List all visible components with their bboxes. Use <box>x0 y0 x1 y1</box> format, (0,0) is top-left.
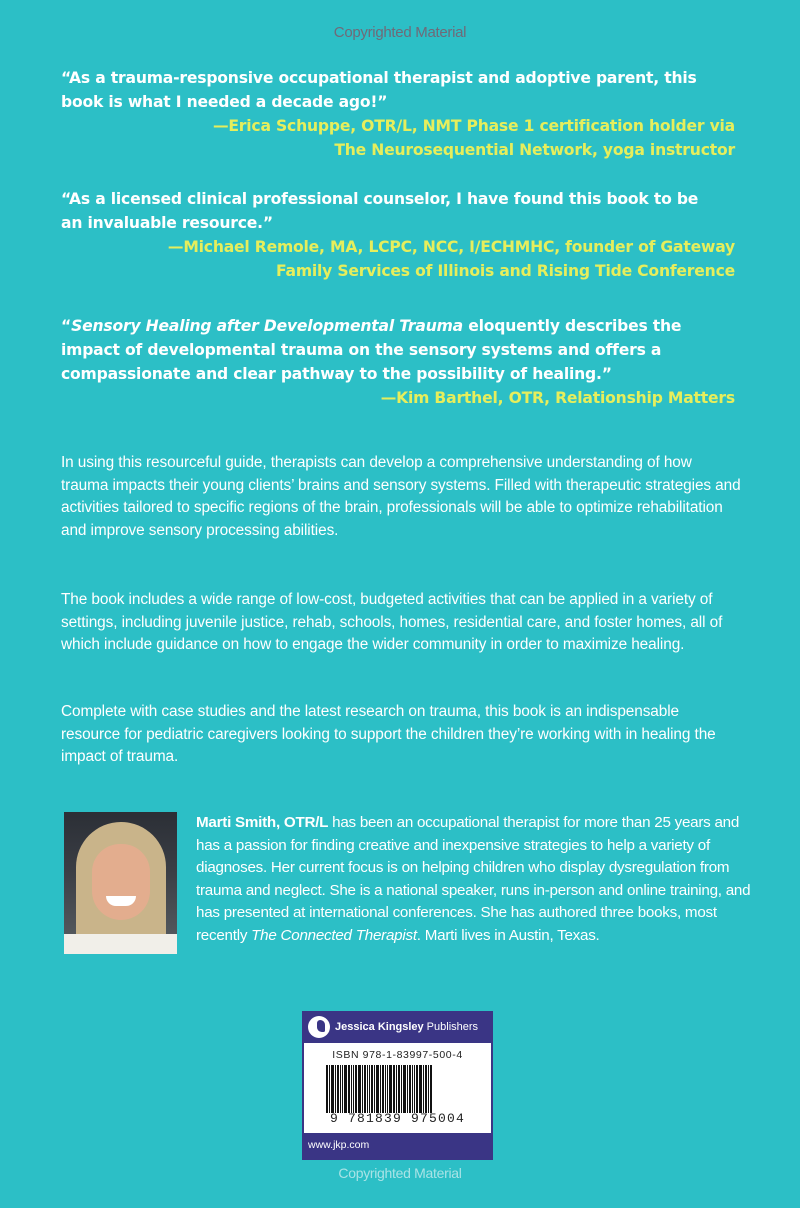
endorsement-quote-line: impact of developmental trauma on the sensory systems and offers a <box>61 341 662 359</box>
endorsement-quote-line <box>61 314 741 338</box>
endorsement-attribution-line: —Michael Remole, MA, LCPC, NCC, I/ECHMHC, founder of Gateway <box>167 238 735 256</box>
endorsement-quote-line: book is what I needed a decade ago!” <box>61 93 388 111</box>
endorsement-quote-line: an invaluable resource.” <box>61 214 273 232</box>
bio-book-title: The Connected Therapist <box>251 926 417 944</box>
author-bio <box>196 812 756 948</box>
endorsement-2 <box>61 187 741 283</box>
description-paragraph-3: Complete with case studies and the latest research on trauma, this book is an indispensable resource for pediatric caregivers looking to support the children they’re working with in healing the impact of trauma. <box>61 703 716 765</box>
publisher-header <box>302 1011 493 1042</box>
publisher-name-rest: Publishers <box>426 1020 479 1033</box>
isbn-label: ISBN 978-1-83997-500-4 <box>332 1049 463 1061</box>
barcode-area <box>304 1043 491 1133</box>
photo-face <box>92 844 150 920</box>
publisher-name-bold: Jessica Kingsley <box>335 1020 424 1033</box>
copyright-watermark-bottom: Copyrighted Material <box>338 1165 462 1181</box>
endorsement-1 <box>61 66 741 162</box>
endorsement-quote-line: “As a trauma-responsive occupational therapist and adoptive parent, this <box>61 69 697 87</box>
ean-digits: 9 781839 975004 <box>329 1111 466 1126</box>
endorsement-quote-line: “As a licensed clinical professional counselor, I have found this book to be <box>61 190 699 208</box>
author-photo <box>64 812 177 954</box>
endorsement-attribution-line: The Neurosequential Network, yoga instructor <box>334 141 735 159</box>
copyright-watermark-top: Copyrighted Material <box>333 24 467 41</box>
publisher-logo-icon <box>308 1016 330 1038</box>
endorsement-attribution-line: —Erica Schuppe, OTR/L, NMT Phase 1 certification holder via <box>212 117 735 135</box>
author-name: Marti Smith, OTR/L <box>196 814 329 831</box>
publisher-website: www.jkp.com <box>308 1139 370 1151</box>
barcode-bars <box>326 1065 476 1113</box>
bio-text: has been an occupational therapist for more than 25 years and has a passion for finding creative and inexpensive strategies to help a variety of diagnoses. Her current focus is on helping children who display dysregulation from trauma and neglect. She is a national speaker, runs in-person and online training, and has presented at international conferences. She has authored three books, most recently <box>196 814 751 944</box>
endorsement-3 <box>61 314 741 410</box>
bio-text-end: . Marti lives in Austin, Texas. <box>416 926 600 944</box>
photo-shoulders <box>64 934 177 954</box>
barcode-box <box>302 1011 493 1160</box>
description-paragraph-2: The book includes a wide range of low-cost, budgeted activities that can be applied in a variety of settings, including juvenile justice, rehab, schools, homes, residential care, and foster homes, all of which include guidance on how to engage the wider community in order to maximize healing. <box>61 591 723 653</box>
quote-open-mark: “ <box>61 317 72 335</box>
book-title-italic: Sensory Healing after Developmental Trauma <box>71 317 464 335</box>
description-paragraph-1: In using this resourceful guide, therapists can develop a comprehensive understanding of how trauma impacts their young clients’ brains and sensory systems. Filled with therapeutic strategies and activities tailored to specific regions of the brain, professionals will be able to optimize rehabilitation and improve sensory processing abilities. <box>61 454 741 539</box>
endorsement-attribution-line: —Kim Barthel, OTR, Relationship Matters <box>380 389 735 407</box>
endorsement-quote-line: compassionate and clear pathway to the possibility of healing.” <box>61 365 612 383</box>
quote-text: eloquently describes the <box>463 317 682 335</box>
endorsement-attribution-line: Family Services of Illinois and Rising Tide Conference <box>275 262 735 280</box>
